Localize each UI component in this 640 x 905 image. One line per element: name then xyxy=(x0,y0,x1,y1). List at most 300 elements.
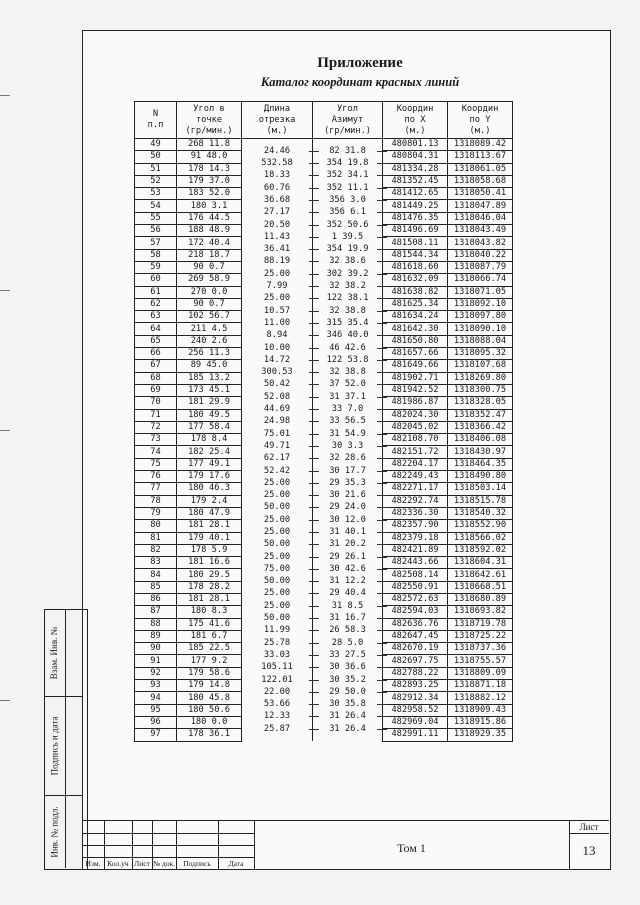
point-angle: 180 45.8 xyxy=(177,692,242,704)
coord-x: 482024.30 xyxy=(383,409,448,421)
coord-y: 1318809.09 xyxy=(448,667,513,679)
segment-azimuth: 29 35.3 xyxy=(329,477,366,488)
segment-azimuth: 31 26.4 xyxy=(329,723,366,734)
coord-y: 1318566.02 xyxy=(448,532,513,544)
point-angle: 179 14.8 xyxy=(177,680,242,692)
stamp-date-label: Дата xyxy=(228,859,244,868)
point-number: 53 xyxy=(135,188,177,200)
segment-tick xyxy=(309,348,319,349)
coord-x: 482443.66 xyxy=(383,557,448,569)
point-number: 60 xyxy=(135,274,177,286)
stamp-izm-label: Изм. xyxy=(85,859,101,868)
coord-y: 1318680.89 xyxy=(448,593,513,605)
segment-length: 50.42 xyxy=(263,379,291,390)
segment-tick xyxy=(309,618,319,619)
point-angle: 178 8.4 xyxy=(177,434,242,446)
segment-length: 24.98 xyxy=(263,416,291,427)
point-angle: 180 0.0 xyxy=(177,716,242,728)
stamp-tom: Том 1 xyxy=(397,841,426,855)
segment-length: 27.17 xyxy=(263,207,291,218)
segment-tick xyxy=(309,323,319,324)
point-angle: 90 0.7 xyxy=(177,261,242,273)
coord-y: 1318071.05 xyxy=(448,286,513,298)
point-number: 61 xyxy=(135,286,177,298)
segment-azimuth: 32 38.8 xyxy=(329,305,366,316)
segment-azimuth: 31 16.7 xyxy=(329,613,366,624)
segment-azimuth: 31 37.1 xyxy=(329,391,366,402)
segment-azimuth: 30 17.7 xyxy=(329,465,366,476)
point-number: 78 xyxy=(135,495,177,507)
coord-x: 482508.14 xyxy=(383,569,448,581)
point-angle: 178 14.3 xyxy=(177,163,242,175)
segment-tick xyxy=(377,544,387,545)
segment-tick xyxy=(377,372,387,373)
edge-tick xyxy=(0,95,10,96)
coord-x: 481412.65 xyxy=(383,188,448,200)
segment-tick xyxy=(309,335,319,336)
point-number: 56 xyxy=(135,225,177,237)
point-number: 66 xyxy=(135,348,177,360)
point-angle: 173 45.1 xyxy=(177,384,242,396)
segment-length: 50.00 xyxy=(263,576,291,587)
segment-length: 300.53 xyxy=(261,367,293,378)
coord-y: 1318503.14 xyxy=(448,483,513,495)
edge-tick xyxy=(0,700,10,701)
coord-x: 480801.13 xyxy=(383,139,448,151)
segment-tick xyxy=(377,643,387,644)
point-angle: 188 48.9 xyxy=(177,225,242,237)
segment-azimuth: 354 19.8 xyxy=(326,158,369,169)
coord-x: 481449.25 xyxy=(383,200,448,212)
segment-azimuth: 346 40.0 xyxy=(326,330,369,341)
segment-tick xyxy=(377,606,387,607)
coord-x: 482271.17 xyxy=(383,483,448,495)
segment-tick xyxy=(309,188,319,189)
point-number: 58 xyxy=(135,249,177,261)
coord-y: 1318719.78 xyxy=(448,618,513,630)
header-angle: Угол в точке (гр/мин.) xyxy=(177,102,242,139)
table-header-row xyxy=(135,102,513,139)
point-number: 88 xyxy=(135,618,177,630)
segment-tick xyxy=(377,569,387,570)
segment-length: 25.00 xyxy=(263,600,291,611)
coord-y: 1318043.49 xyxy=(448,225,513,237)
segment-tick xyxy=(309,200,319,201)
segment-tick xyxy=(377,175,387,176)
segment-length: 18.33 xyxy=(263,170,291,181)
segment-tick xyxy=(377,274,387,275)
segment-azimuth: 33 56.5 xyxy=(329,416,366,427)
segment-length: 50.00 xyxy=(263,613,291,624)
segment-tick xyxy=(309,409,319,410)
segment-azimuth: 356 3.0 xyxy=(329,194,366,205)
coord-x: 481618.60 xyxy=(383,261,448,273)
point-angle: 181 29.9 xyxy=(177,397,242,409)
segment-tick xyxy=(309,286,319,287)
coord-x: 482969.04 xyxy=(383,716,448,728)
segment-azimuth: 352 11.1 xyxy=(326,182,369,193)
segment-length: 24.46 xyxy=(263,145,291,156)
point-angle: 177 58.4 xyxy=(177,421,242,433)
point-number: 54 xyxy=(135,200,177,212)
segment-length: 60.76 xyxy=(263,182,291,193)
coord-y: 1318040.22 xyxy=(448,249,513,261)
coord-y: 1318406.08 xyxy=(448,434,513,446)
segment-azimuth: 31 26.4 xyxy=(329,711,366,722)
segment-tick xyxy=(377,348,387,349)
coord-y: 1318755.57 xyxy=(448,655,513,667)
coord-x: 481632.09 xyxy=(383,274,448,286)
segment-length: 25.00 xyxy=(263,490,291,501)
coord-x: 482045.02 xyxy=(383,421,448,433)
segment-azimuth: 26 58.3 xyxy=(329,625,366,636)
segment-tick xyxy=(309,274,319,275)
coord-x: 482108.70 xyxy=(383,434,448,446)
segment-tick xyxy=(309,397,319,398)
segment-tick xyxy=(377,151,387,152)
point-number: 51 xyxy=(135,163,177,175)
segment-tick xyxy=(377,323,387,324)
segment-azimuth: 37 52.0 xyxy=(329,379,366,390)
segment-azimuth: 29 50.0 xyxy=(329,686,366,697)
coord-y: 1318490.80 xyxy=(448,471,513,483)
segment-tick xyxy=(309,495,319,496)
coord-x: 481352.45 xyxy=(383,175,448,187)
coord-x: 482958.52 xyxy=(383,704,448,716)
segment-tick xyxy=(377,495,387,496)
segment-tick xyxy=(309,151,319,152)
point-angle: 185 13.2 xyxy=(177,372,242,384)
point-angle: 172 40.4 xyxy=(177,237,242,249)
coord-x: 482594.03 xyxy=(383,606,448,618)
coord-x: 482991.11 xyxy=(383,729,448,741)
segment-length: 11.99 xyxy=(263,625,291,636)
coord-x: 481508.11 xyxy=(383,237,448,249)
coord-y: 1318087.79 xyxy=(448,261,513,273)
segment-azimuth: 30 35.2 xyxy=(329,674,366,685)
segment-azimuth: 30 36.6 xyxy=(329,662,366,673)
segment-tick xyxy=(309,372,319,373)
segment-azimuth: 82 31.8 xyxy=(329,145,366,156)
segment-tick xyxy=(377,618,387,619)
point-number: 59 xyxy=(135,261,177,273)
coord-x: 482572.63 xyxy=(383,593,448,605)
coord-x: 481634.24 xyxy=(383,311,448,323)
segment-length: 25.00 xyxy=(263,588,291,599)
coord-y: 1318642.61 xyxy=(448,569,513,581)
point-number: 97 xyxy=(135,729,177,741)
coord-y: 1318043.82 xyxy=(448,237,513,249)
point-number: 64 xyxy=(135,323,177,335)
coord-y: 1318352.47 xyxy=(448,409,513,421)
segment-length: 25.78 xyxy=(263,637,291,648)
segment-azimuth: 31 8.5 xyxy=(331,600,364,611)
segment-azimuth: 31 20.2 xyxy=(329,539,366,550)
segment-length: 25.00 xyxy=(263,527,291,537)
segment-length: 7.99 xyxy=(266,281,288,292)
segment-tick xyxy=(377,409,387,410)
segment-azimuth: 29 26.1 xyxy=(329,551,366,562)
segment-azimuth: 30 3.3 xyxy=(331,440,364,451)
point-angle: 181 28.1 xyxy=(177,520,242,532)
coord-x: 481642.30 xyxy=(383,323,448,335)
segment-azimuth: 33 7.0 xyxy=(331,404,364,415)
segment-length: 52.42 xyxy=(263,465,291,476)
segment-tick xyxy=(377,483,387,484)
segment-tick xyxy=(377,249,387,250)
stamp-list-label: Лист xyxy=(579,822,599,832)
segment-tick xyxy=(309,384,319,385)
point-angle: 89 45.0 xyxy=(177,360,242,372)
segment-tick xyxy=(377,680,387,681)
segment-tick xyxy=(309,311,319,312)
point-number: 91 xyxy=(135,655,177,667)
stamp-signature-label: Подпись xyxy=(183,859,211,868)
segment-azimuth: 30 35.8 xyxy=(329,699,366,710)
point-angle: 180 47.9 xyxy=(177,507,242,519)
point-angle: 181 6.7 xyxy=(177,630,242,642)
point-angle: 181 28.1 xyxy=(177,593,242,605)
point-angle: 180 3.1 xyxy=(177,200,242,212)
segment-length: 53.66 xyxy=(263,699,291,710)
segment-tick xyxy=(309,298,319,299)
point-angle: 181 16.6 xyxy=(177,557,242,569)
segment-tick xyxy=(309,606,319,607)
segment-tick xyxy=(309,704,319,705)
coord-y: 1318515.78 xyxy=(448,495,513,507)
point-number: 79 xyxy=(135,507,177,519)
point-angle: 178 36.1 xyxy=(177,729,242,741)
segment-length: 33.03 xyxy=(263,649,291,660)
coord-y: 1318592.02 xyxy=(448,544,513,556)
segment-tick xyxy=(309,225,319,226)
point-number: 57 xyxy=(135,237,177,249)
edge-tick xyxy=(0,290,10,291)
segment-azimuth: 31 54.9 xyxy=(329,428,366,439)
segment-length: 75.00 xyxy=(263,563,291,574)
segment-azimuth: 352 34.1 xyxy=(326,170,369,181)
segment-length: 75.01 xyxy=(263,428,291,439)
point-number: 82 xyxy=(135,544,177,556)
segment-length: 10.57 xyxy=(263,305,291,316)
segment-azimuth: 315 35.4 xyxy=(326,317,369,328)
point-angle: 180 8.3 xyxy=(177,606,242,618)
point-number: 50 xyxy=(135,151,177,163)
point-number: 67 xyxy=(135,360,177,372)
point-number: 85 xyxy=(135,581,177,593)
coord-x: 482336.30 xyxy=(383,507,448,519)
coord-y: 1318061.05 xyxy=(448,163,513,175)
segment-azimuth: 32 38.6 xyxy=(329,256,366,267)
coord-x: 482292.74 xyxy=(383,495,448,507)
point-angle: 185 22.5 xyxy=(177,643,242,655)
segment-length: 11.00 xyxy=(263,317,291,328)
point-angle: 90 0.7 xyxy=(177,298,242,310)
coord-y: 1318366.42 xyxy=(448,421,513,433)
segment-tick xyxy=(309,557,319,558)
coord-y: 1318693.82 xyxy=(448,606,513,618)
segment-tick xyxy=(309,360,319,361)
point-angle: 182 25.4 xyxy=(177,446,242,458)
coord-x: 481657.66 xyxy=(383,348,448,360)
coord-x: 482893.25 xyxy=(383,680,448,692)
coord-x: 482670.19 xyxy=(383,643,448,655)
point-angle: 178 28.2 xyxy=(177,581,242,593)
edge-tick xyxy=(0,430,10,431)
segment-tick xyxy=(377,593,387,594)
segment-tick xyxy=(309,630,319,631)
point-number: 76 xyxy=(135,471,177,483)
point-angle: 270 0.0 xyxy=(177,286,242,298)
point-number: 81 xyxy=(135,532,177,544)
page-subtitle: Каталог координат красных линий xyxy=(260,75,460,89)
segment-azimuth: 31 40.1 xyxy=(329,527,366,537)
point-number: 49 xyxy=(135,139,177,151)
segment-azimuth: 30 42.6 xyxy=(329,563,366,574)
coord-y: 1318871.18 xyxy=(448,680,513,692)
point-angle: 218 18.7 xyxy=(177,249,242,261)
segment-tick xyxy=(377,704,387,705)
coord-x: 482357.90 xyxy=(383,520,448,532)
stamp-list-number: 13 xyxy=(582,843,596,858)
coord-x: 482421.89 xyxy=(383,544,448,556)
segment-azimuth: 354 19.9 xyxy=(326,244,369,255)
coord-y: 1318088.04 xyxy=(448,335,513,347)
point-angle: 179 2.4 xyxy=(177,495,242,507)
coord-y: 1318089.42 xyxy=(448,139,513,151)
point-angle: 179 37.0 xyxy=(177,175,242,187)
coord-x: 482697.75 xyxy=(383,655,448,667)
point-angle: 180 50.6 xyxy=(177,704,242,716)
coord-x: 482550.91 xyxy=(383,581,448,593)
segment-length: 20.50 xyxy=(263,219,291,230)
point-angle: 183 52.0 xyxy=(177,188,242,200)
segment-azimuth: 30 21.6 xyxy=(329,490,366,501)
segment-azimuth: 29 40.4 xyxy=(329,588,366,599)
segment-tick xyxy=(377,360,387,361)
segment-length: 14.72 xyxy=(263,354,291,365)
segment-tick xyxy=(377,716,387,717)
coord-y: 1318046.04 xyxy=(448,212,513,224)
coord-y: 1318058.68 xyxy=(448,175,513,187)
coord-x: 481902.71 xyxy=(383,372,448,384)
stamp-koluch-label: Кол.уч xyxy=(107,859,129,868)
point-angle: 175 41.6 xyxy=(177,618,242,630)
coord-y: 1318113.67 xyxy=(448,151,513,163)
coord-x: 481625.34 xyxy=(383,298,448,310)
segment-length: 44.69 xyxy=(263,404,291,415)
coord-y: 1318430.97 xyxy=(448,446,513,458)
point-number: 77 xyxy=(135,483,177,495)
segment-tick xyxy=(377,225,387,226)
segment-length: 52.08 xyxy=(263,391,291,402)
point-angle: 177 9.2 xyxy=(177,655,242,667)
point-angle: 180 46.3 xyxy=(177,483,242,495)
segment-azimuth: 32 28.6 xyxy=(329,453,366,464)
segment-tick xyxy=(377,200,387,201)
point-angle: 177 49.1 xyxy=(177,458,242,470)
coord-y: 1318328.05 xyxy=(448,397,513,409)
segment-azimuth: 122 38.1 xyxy=(326,293,369,304)
segment-length: 12.33 xyxy=(263,711,291,722)
segment-tick xyxy=(377,286,387,287)
point-number: 87 xyxy=(135,606,177,618)
segment-length: 22.00 xyxy=(263,686,291,697)
segment-tick xyxy=(377,692,387,693)
segment-length: 10.00 xyxy=(263,342,291,353)
coord-y: 1318050.41 xyxy=(448,188,513,200)
segment-length: 11.43 xyxy=(263,231,291,242)
coord-x: 481334.28 xyxy=(383,163,448,175)
segment-azimuth: 122 53.8 xyxy=(326,354,369,365)
segment-tick xyxy=(309,237,319,238)
coord-y: 1318540.32 xyxy=(448,507,513,519)
segment-tick xyxy=(377,163,387,164)
segment-length: 88.19 xyxy=(263,256,291,267)
point-number: 84 xyxy=(135,569,177,581)
side-label-inv: Инв. № подл. xyxy=(49,805,60,858)
coord-y: 1318725.22 xyxy=(448,630,513,642)
segment-tick xyxy=(309,692,319,693)
point-angle: 180 29.5 xyxy=(177,569,242,581)
segment-length: 25.00 xyxy=(263,477,291,488)
segment-length: 36.41 xyxy=(263,244,291,255)
point-number: 75 xyxy=(135,458,177,470)
segment-tick xyxy=(309,667,319,668)
point-number: 65 xyxy=(135,335,177,347)
header-number: N п.п xyxy=(135,102,177,139)
segment-length: 50.00 xyxy=(263,502,291,513)
coord-x: 482912.34 xyxy=(383,692,448,704)
coord-y: 1318464.35 xyxy=(448,458,513,470)
coord-x: 482647.45 xyxy=(383,630,448,642)
segment-length: 62.17 xyxy=(263,453,291,464)
segment-length: 25.00 xyxy=(263,293,291,304)
coord-y: 1318909.43 xyxy=(448,704,513,716)
segment-tick xyxy=(309,458,319,459)
coord-x: 481942.52 xyxy=(383,384,448,396)
segment-tick xyxy=(309,471,319,472)
segment-tick xyxy=(377,655,387,656)
coord-y: 1318269.80 xyxy=(448,372,513,384)
point-number: 55 xyxy=(135,212,177,224)
point-angle: 91 48.0 xyxy=(177,151,242,163)
point-number: 52 xyxy=(135,175,177,187)
point-angle: 268 11.8 xyxy=(177,139,242,151)
segment-tick xyxy=(309,446,319,447)
segment-tick xyxy=(377,237,387,238)
segment-tick xyxy=(377,335,387,336)
segment-length: 532.58 xyxy=(261,158,293,169)
point-angle: 179 40.1 xyxy=(177,532,242,544)
segment-length: 36.68 xyxy=(263,194,291,205)
segment-tick xyxy=(309,716,319,717)
stamp-list-col-label: Лист xyxy=(134,859,150,868)
point-number: 92 xyxy=(135,667,177,679)
segment-tick xyxy=(309,581,319,582)
coord-x: 482151.72 xyxy=(383,446,448,458)
segment-length: 25.00 xyxy=(263,268,291,279)
point-angle: 178 5.9 xyxy=(177,544,242,556)
side-label-vzam: Взам. Инв. № xyxy=(49,626,60,679)
segment-azimuth: 29 24.0 xyxy=(329,502,366,513)
segment-azimuth: 32 38.8 xyxy=(329,367,366,378)
segment-tick xyxy=(309,212,319,213)
segment-tick xyxy=(377,729,387,730)
segment-tick xyxy=(309,643,319,644)
segment-tick xyxy=(309,434,319,435)
segment-tick xyxy=(377,212,387,213)
